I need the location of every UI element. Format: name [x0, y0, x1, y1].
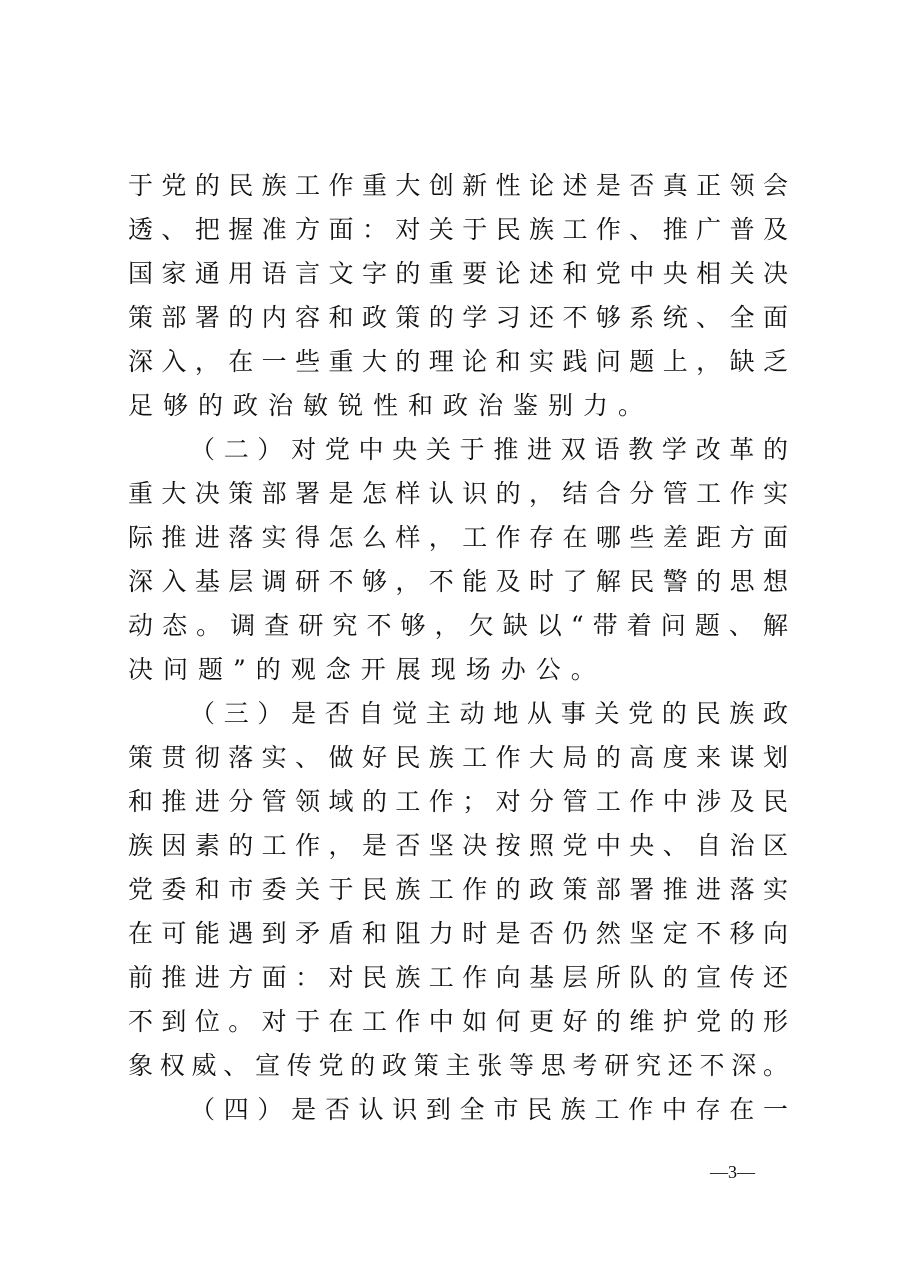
text-line: 在可能遇到矛盾和阻力时是否仍然坚定不移向 — [128, 919, 788, 948]
text-line: 国家通用语言文字的重要论述和党中央相关决 — [128, 259, 788, 288]
text-line: 策贯彻落实、做好民族工作大局的高度来谋划 — [128, 743, 788, 772]
section-heading-3: （三）是否自觉主动地从事关党的民族政 — [190, 699, 788, 728]
text-line: 际推进落实得怎么样，工作存在哪些差距方面 — [128, 523, 788, 552]
body-text — [128, 164, 788, 1132]
text-line: 深入基层调研不够，不能及时了解民警的思想 — [128, 567, 788, 596]
text-line: 和推进分管领域的工作；对分管工作中涉及民 — [128, 787, 788, 816]
page-number: —3— — [710, 1162, 755, 1182]
text-line: 不到位。对于在工作中如何更好的维护党的形 — [128, 1007, 788, 1036]
text-line: 于党的民族工作重大创新性论述是否真正领会 — [128, 171, 788, 200]
text-line: 策部署的内容和政策的学习还不够系统、全面 — [128, 303, 788, 332]
text-line: 足够的政治敏锐性和政治鉴别力。 — [128, 391, 654, 420]
text-line: 族因素的工作，是否坚决按照党中央、自治区 — [128, 831, 788, 860]
text-line: 重大决策部署是怎样认识的，结合分管工作实 — [128, 479, 788, 508]
text-line: 动态。调查研究不够，欠缺以“带着问题、解 — [128, 611, 788, 640]
text-line: 象权威、宣传党的政策主张等思考研究还不深。 — [128, 1051, 788, 1080]
text-line: 深入，在一些重大的理论和实践问题上，缺乏 — [128, 347, 788, 376]
text-line: 决问题”的观念开展现场办公。 — [128, 655, 606, 684]
text-line: 透、把握准方面：对关于民族工作、推广普及 — [128, 215, 788, 244]
section-heading-4: （四）是否认识到全市民族工作中存在一 — [190, 1095, 788, 1124]
text-line: 党委和市委关于民族工作的政策部署推进落实 — [128, 875, 788, 904]
text-line: 前推进方面：对民族工作向基层所队的宣传还 — [128, 963, 788, 992]
section-heading-2: （二）对党中央关于推进双语教学改革的 — [190, 435, 788, 464]
